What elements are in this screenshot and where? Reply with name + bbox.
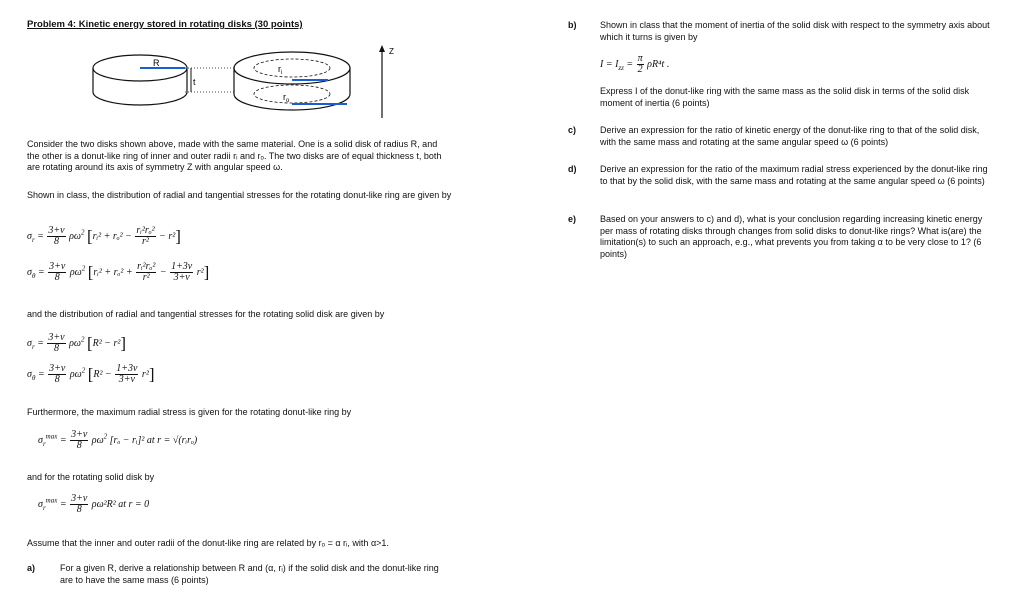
assumption-text: Assume that the inner and outer radii of the donut-like ring are related by rₒ = α rᵢ, with α>1. (27, 538, 389, 548)
question-a-text: For a given R, derive a relationship between R and (α, rᵢ) if the solid disk and the donut-like ring are to have the same mass (6 points) (60, 563, 439, 585)
max-disk-intro: and for the rotating solid disk by (27, 472, 155, 482)
svg-text:ri (278, 64, 282, 76)
problem-title: Problem 4: Kinetic energy stored in rotating disks (30 points) (27, 19, 303, 30)
question-b-text: Shown in class that the moment of inertia of the solid disk with respect to the symmetry axis about which it turns is given by (600, 20, 990, 42)
ring-tangential-eq: $\sigma_\theta$ = $\frac{3+\nu}{8}$ $\rho\omega^2$ [rᵢ² + rₒ² + $\frac{\text{rᵢ²rₒ²}}{\text{r²}}$ − $\frac{1+3\nu}{3+\nu}$ r²] (27, 261, 210, 283)
disk-tangential-eq: $\sigma_\theta$ = $\frac{3+\nu}{8}$ $\rho\omega^2$ [R² − $\frac{1+3\nu}{3+\nu}$ r²] (27, 363, 155, 385)
label-ri: r (278, 64, 281, 74)
question-c-text: Derive an expression for the ratio of kinetic energy of the donut-like ring to that of the solid disk, with the same mass and rotating at the same angular speed ω (6 points) (600, 125, 980, 147)
donut-ring-figure (234, 52, 350, 110)
max-ring-eq: $\sigma_r^{max}$ = $\frac{3+\nu}{8}$ $\rho\omega^2$ [rₒ − rᵢ]² at r = √(rᵢrₒ) (38, 429, 198, 451)
label-t: t (193, 77, 196, 87)
svg-text:ro (283, 92, 290, 104)
inertia-eq: $I = I_{zz}$ = $\frac{\pi}{2}$ ρR⁴t . (600, 53, 670, 75)
ring-radial-eq: $\sigma_r$ = $\frac{3+\nu}{8}$ $\rho\omega^2$ [rᵢ² + rₒ² − $\frac{\text{rᵢ²rₒ²}}{\text{r²}}$ − r²] (27, 225, 181, 247)
ring-stress-intro: Shown in class, the distribution of radial and tangential stresses for the rotating donut-like ring are given by (27, 190, 452, 200)
intro-paragraph: Consider the two disks shown above, made with the same material. One is a solid disk of radius R, and the other is a donut-like ring of inner and outer radii rᵢ and rₒ. The two disks are of equal thickness t, both are rotating around its axis of symmetry Z with angular speed ω. (27, 139, 442, 172)
question-a-label: a) (27, 563, 36, 573)
label-ro-sub: o (286, 98, 290, 104)
question-d-text: Derive an expression for the ratio of the maximum radial stress experienced by the donut-like ring to that by the solid disk, with the same mass and rotating at the same angular speed ω (6 points) (600, 164, 988, 186)
label-ro: r (283, 92, 286, 102)
disks-diagram (85, 40, 415, 120)
disk-stress-intro: and the distribution of radial and tangential stresses for the rotating solid disk are given by (27, 309, 385, 319)
max-ring-intro: Furthermore, the maximum radial stress is given for the rotating donut-like ring by (27, 407, 352, 417)
question-e-label: e) (568, 214, 577, 224)
question-c-label: c) (568, 125, 577, 135)
solid-disk-figure (93, 55, 196, 105)
question-b-label: b) (568, 20, 577, 30)
max-disk-eq: $\sigma_r^{max}$ = $\frac{3+\nu}{8}$ ρω²R² at r = 0 (38, 493, 150, 515)
question-e-text: Based on your answers to c) and d), what is your conclusion regarding increasing kinetic energy per mass of rotating disks through changes from solid disks to donut-like rings? What is(are) the limitation(s) to such an approach, e.g., what prevents you from taking α to be very close to 1? (6 points) (600, 214, 983, 259)
label-R: R (153, 58, 160, 68)
question-d-label: d) (568, 164, 577, 174)
question-b2-text: Express I of the donut-like ring with the same mass as the solid disk in terms of the solid disk moment of inertia (6 points) (600, 86, 970, 108)
label-ri-sub: i (281, 70, 283, 76)
label-z: Z (389, 47, 394, 56)
disk-radial-eq: $\sigma_r$ = $\frac{3+\nu}{8}$ $\rho\omega^2$ [R² − r²] (27, 332, 127, 354)
